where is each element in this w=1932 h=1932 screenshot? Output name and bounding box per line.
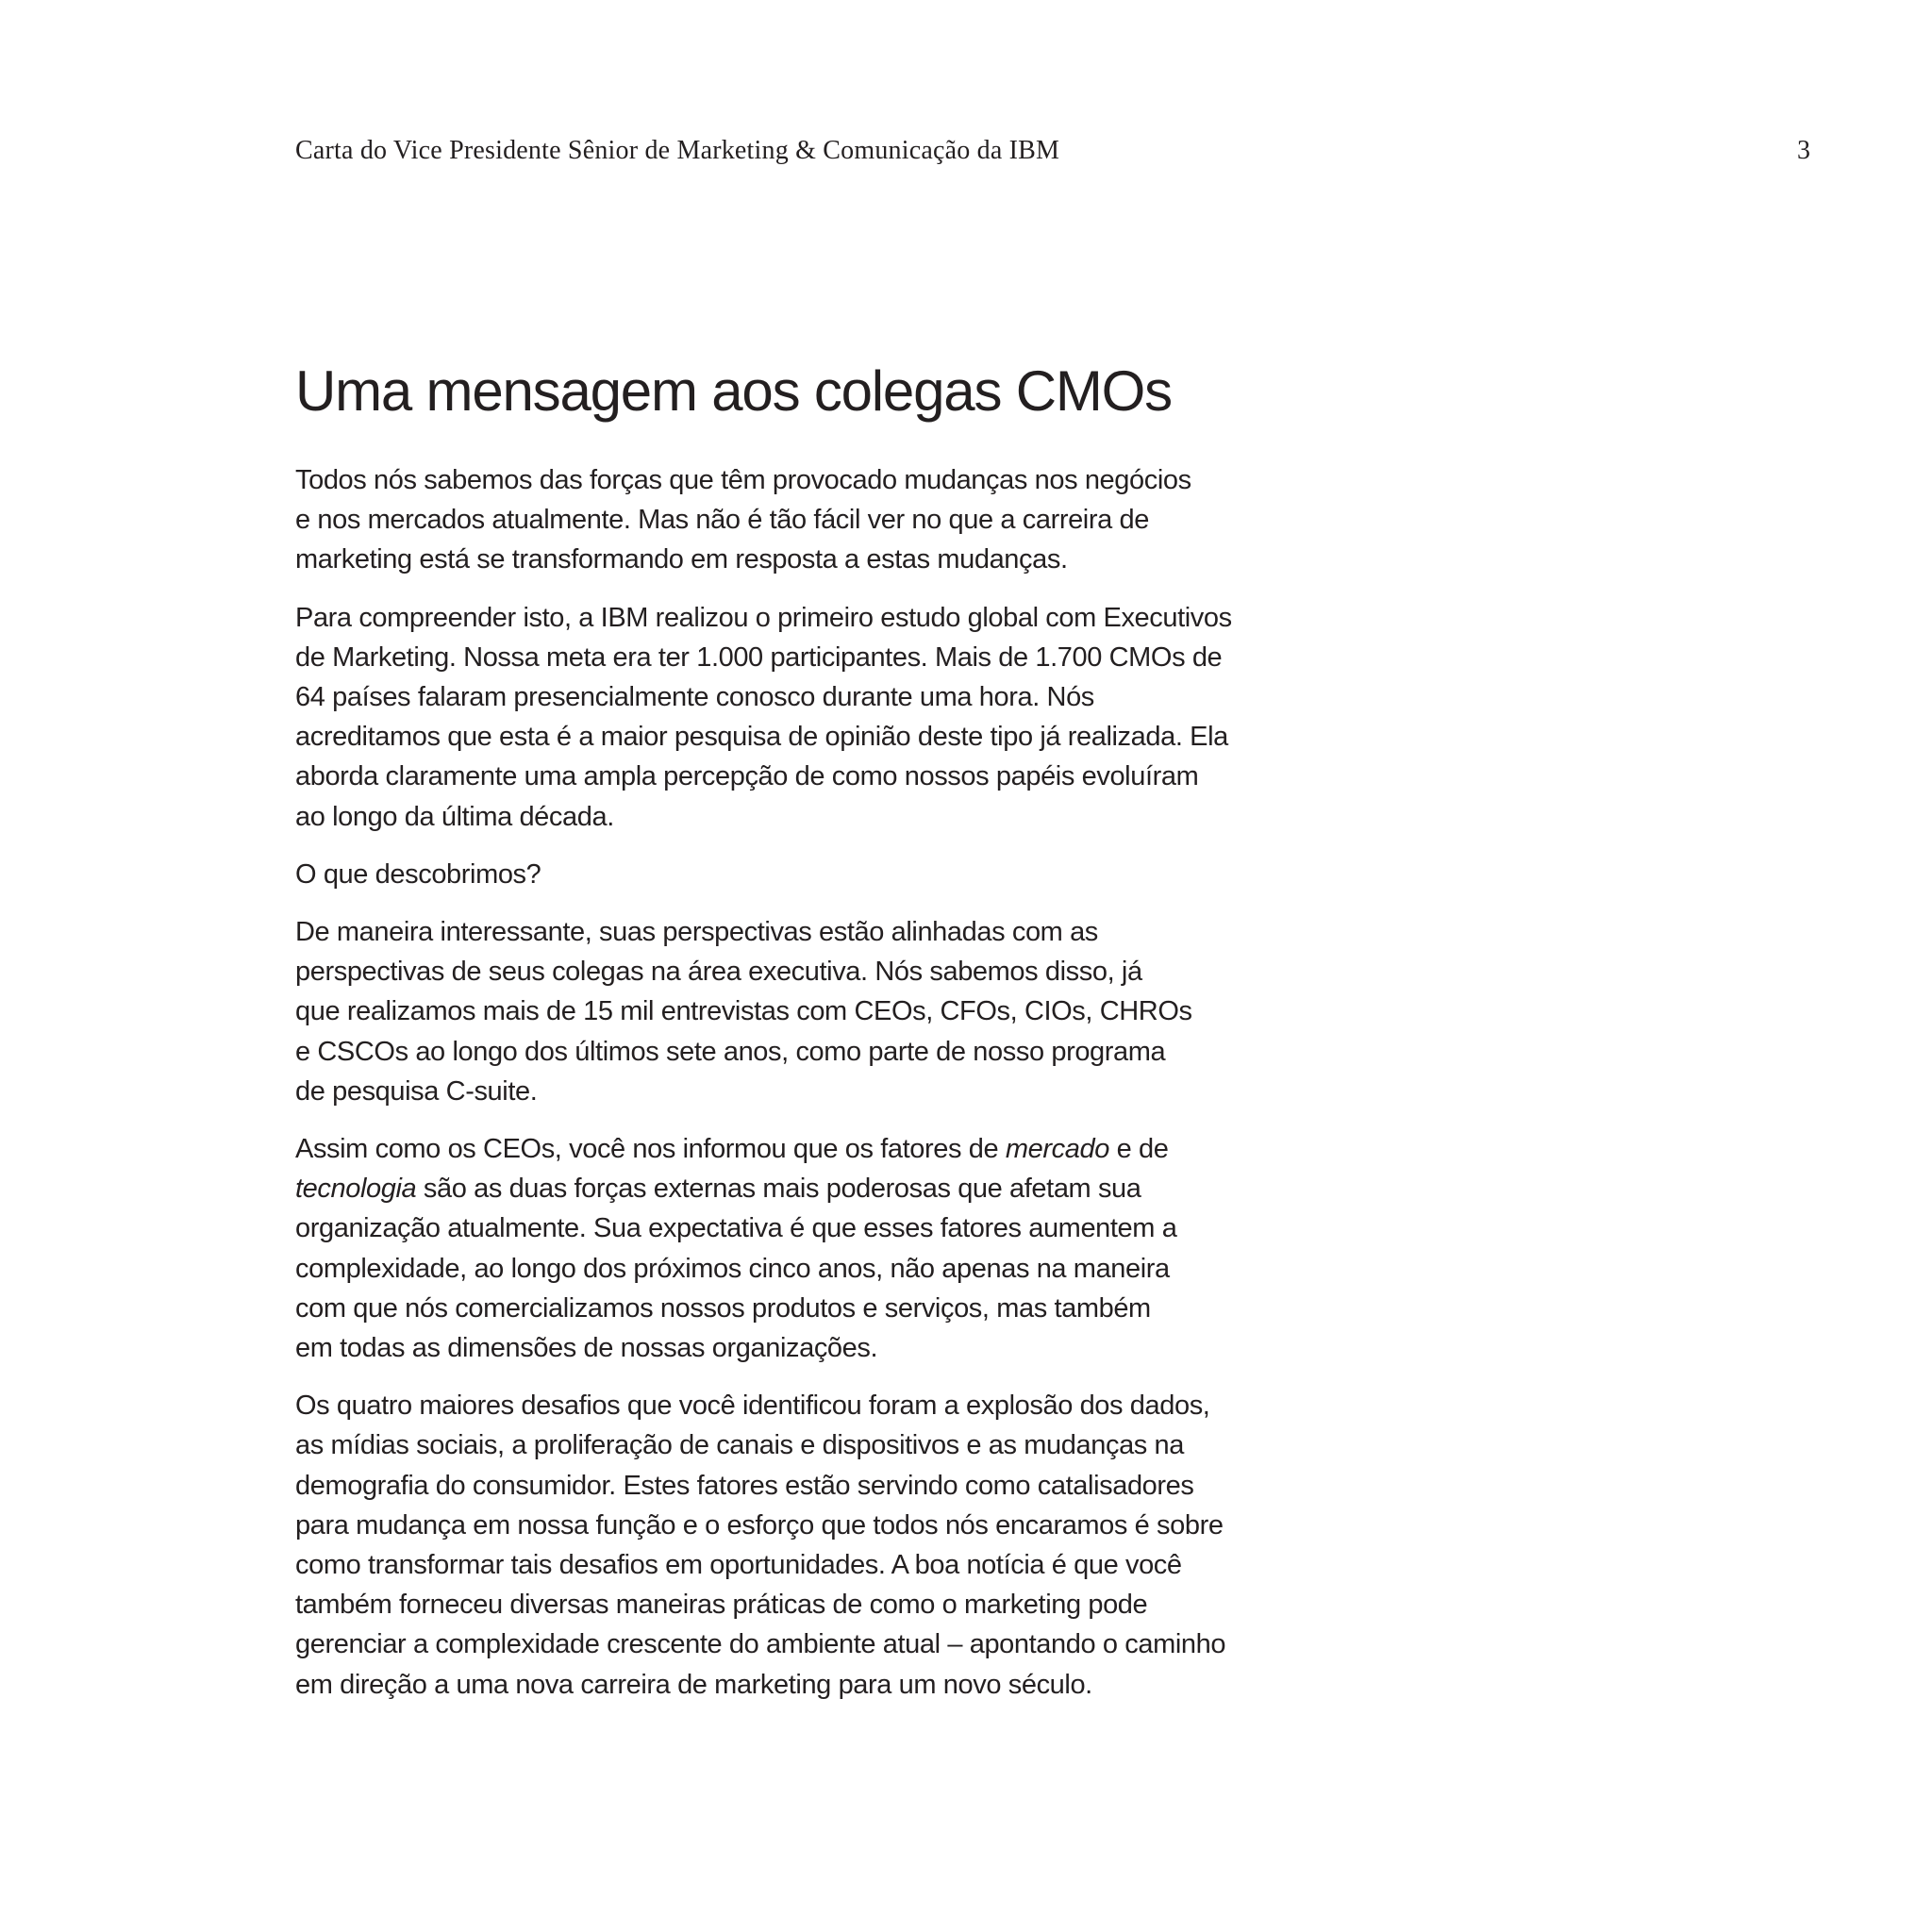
text-run: Assim como os CEOs, você nos informou que os fatores de [295, 1134, 1006, 1165]
text-run: e de [1108, 1134, 1169, 1165]
text-line: 64 países falaram presencialmente conosco durante uma hora. Nós [295, 682, 1094, 713]
paragraph [295, 1386, 1257, 1705]
body-text [295, 460, 1257, 1723]
text-line: demografia do consumidor. Estes fatores estão servindo como catalisadores [295, 1470, 1194, 1501]
text-line: organização atualmente. Sua expectativa é que esses fatores aumentem a [295, 1213, 1177, 1244]
text-line: Os quatro maiores desafios que você identificou foram a explosão dos dados, [295, 1391, 1210, 1422]
page-title: Uma mensagem aos colegas CMOs [295, 359, 1172, 423]
text-line: perspectivas de seus colegas na área executiva. Nós sabemos disso, já [295, 957, 1142, 988]
text-line: as mídias sociais, a proliferação de canais e dispositivos e as mudanças na [295, 1430, 1185, 1461]
paragraph [295, 460, 1257, 580]
text-line: Todos nós sabemos das forças que têm provocado mudanças nos negócios [295, 465, 1191, 495]
text-line: Para compreender isto, a IBM realizou o primeiro estudo global com Executivos [295, 602, 1232, 633]
running-header: Carta do Vice Presidente Sênior de Marketing & Comunicação da IBM [295, 136, 1060, 165]
text-line: ao longo da última década. [295, 801, 614, 832]
text-line: em direção a uma nova carreira de marketing para um novo século. [295, 1669, 1092, 1700]
page-number: 3 [1797, 136, 1810, 165]
text-line [295, 1129, 1257, 1169]
text-line: O que descobrimos? [295, 858, 541, 890]
text-line: em todas as dimensões de nossas organizações. [295, 1333, 878, 1364]
emphasis-text: tecnologia [295, 1174, 417, 1205]
text-line: aborda claramente uma ampla percepção de como nossos papéis evoluíram [295, 761, 1199, 792]
paragraph [295, 855, 1257, 894]
paragraph [295, 1129, 1257, 1368]
text-line: que realizamos mais de 15 mil entrevistas com CEOs, CFOs, CIOs, CHROs [295, 996, 1192, 1027]
emphasis-text: mercado [1005, 1134, 1109, 1165]
text-line: acreditamos que esta é a maior pesquisa de opinião deste tipo já realizada. Ela [295, 722, 1228, 753]
paragraph [295, 598, 1257, 837]
text-line: gerenciar a complexidade crescente do ambiente atual – apontando o caminho [295, 1629, 1226, 1660]
text-run: são as duas forças externas mais poderosas que afetam sua [416, 1174, 1141, 1205]
text-line: com que nós comercializamos nossos produtos e serviços, mas também [295, 1292, 1151, 1324]
text-line: e CSCOs ao longo dos últimos sete anos, como parte de nosso programa [295, 1036, 1166, 1067]
text-line: complexidade, ao longo dos próximos cinco anos, não apenas na maneira [295, 1253, 1170, 1284]
text-line: De maneira interessante, suas perspectivas estão alinhadas com as [295, 917, 1098, 948]
text-line: de pesquisa C-suite. [295, 1075, 538, 1107]
text-line [295, 1169, 1257, 1208]
text-line: para mudança em nossa função e o esforço que todos nós encaramos é sobre [295, 1509, 1224, 1541]
text-line: e nos mercados atualmente. Mas não é tão fácil ver no que a carreira de [295, 505, 1149, 536]
text-line: de Marketing. Nossa meta era ter 1.000 participantes. Mais de 1.700 CMOs de [295, 641, 1223, 673]
paragraph [295, 912, 1257, 1111]
text-line: também forneceu diversas maneiras práticas de como o marketing pode [295, 1590, 1148, 1621]
text-line: como transformar tais desafios em oportunidades. A boa notícia é que você [295, 1550, 1182, 1581]
text-line: marketing está se transformando em resposta a estas mudanças. [295, 544, 1068, 575]
